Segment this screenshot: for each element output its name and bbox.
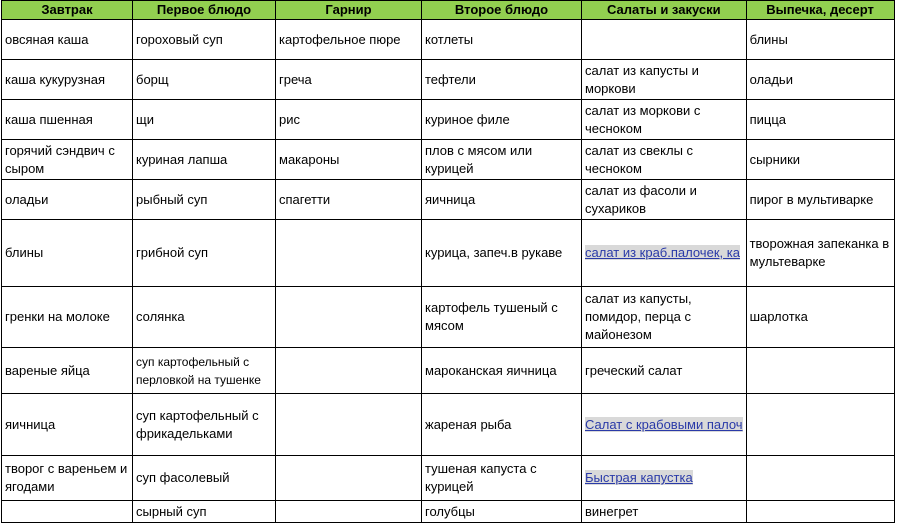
table-cell[interactable]: каша кукурузная xyxy=(2,60,133,100)
table-cell[interactable]: гороховый суп xyxy=(133,20,276,60)
table-cell[interactable]: суп картофельный с фрикадельками xyxy=(133,394,276,456)
table-cell[interactable]: оладьи xyxy=(746,60,894,100)
table-cell[interactable] xyxy=(746,394,894,456)
table-cell[interactable]: вареные яйца xyxy=(2,348,133,394)
table-cell[interactable]: салат из свеклы с чесноком xyxy=(582,140,747,180)
table-cell[interactable]: щи xyxy=(133,100,276,140)
table-cell[interactable]: макароны xyxy=(276,140,422,180)
header-salads-snacks[interactable]: Салаты и закуски xyxy=(582,1,747,20)
menu-spreadsheet xyxy=(1,0,895,523)
table-cell[interactable] xyxy=(746,456,894,501)
table-cell[interactable]: горячий сэндвич с сыром xyxy=(2,140,133,180)
table-cell[interactable]: суп фасолевый xyxy=(133,456,276,501)
table-cell[interactable]: тушеная капуста с курицей xyxy=(422,456,582,501)
table-cell[interactable] xyxy=(276,501,422,523)
table-cell[interactable]: рис xyxy=(276,100,422,140)
table-cell[interactable]: салат из фасоли и сухариков xyxy=(582,180,747,220)
table-cell[interactable]: винегрет xyxy=(582,501,747,523)
table-row xyxy=(2,20,895,60)
header-pastry-dessert[interactable]: Выпечка, десерт xyxy=(746,1,894,20)
table-cell[interactable] xyxy=(746,501,894,523)
table-cell[interactable]: шарлотка xyxy=(746,287,894,348)
table-row xyxy=(2,140,895,180)
table-cell[interactable] xyxy=(276,456,422,501)
salad-crab-sticks-link[interactable]: салат из краб.палочек, ка xyxy=(585,245,740,260)
table-cell[interactable] xyxy=(582,20,747,60)
table-cell[interactable]: солянка xyxy=(133,287,276,348)
header-second-course[interactable]: Второе блюдо xyxy=(422,1,582,20)
table-cell[interactable]: суп картофельный с перловкой на тушенке xyxy=(133,348,276,394)
header-breakfast[interactable]: Завтрак xyxy=(2,1,133,20)
table-cell[interactable]: пицца xyxy=(746,100,894,140)
table-cell[interactable]: гренки на молоке xyxy=(2,287,133,348)
table-cell[interactable]: сырный суп xyxy=(133,501,276,523)
table-row xyxy=(2,220,895,287)
table-cell[interactable] xyxy=(582,394,747,456)
header-first-course[interactable]: Первое блюдо xyxy=(133,1,276,20)
table-row xyxy=(2,456,895,501)
header-row xyxy=(2,1,895,20)
table-cell[interactable]: оладьи xyxy=(2,180,133,220)
table-cell[interactable]: блины xyxy=(2,220,133,287)
table-cell[interactable]: сырники xyxy=(746,140,894,180)
table-row xyxy=(2,394,895,456)
table-cell[interactable]: борщ xyxy=(133,60,276,100)
table-row xyxy=(2,60,895,100)
table-row xyxy=(2,100,895,140)
table-row xyxy=(2,180,895,220)
table-cell[interactable] xyxy=(582,220,747,287)
table-cell[interactable]: жареная рыба xyxy=(422,394,582,456)
table-cell[interactable]: блины xyxy=(746,20,894,60)
table-cell[interactable]: греческий салат xyxy=(582,348,747,394)
table-cell[interactable] xyxy=(276,287,422,348)
table-cell[interactable]: яичница xyxy=(422,180,582,220)
quick-cabbage-link[interactable]: Быстрая капустка xyxy=(585,470,693,485)
table-cell[interactable]: овсяная каша xyxy=(2,20,133,60)
table-cell[interactable]: куриная лапша xyxy=(133,140,276,180)
table-cell[interactable] xyxy=(276,394,422,456)
table-cell[interactable]: салат из капусты, помидор, перца с майонезом xyxy=(582,287,747,348)
table-cell[interactable]: салат из капусты и моркови xyxy=(582,60,747,100)
table-cell[interactable] xyxy=(2,501,133,523)
table-cell[interactable]: куриное филе xyxy=(422,100,582,140)
table-cell[interactable]: греча xyxy=(276,60,422,100)
table-cell[interactable]: рыбный суп xyxy=(133,180,276,220)
table-cell[interactable]: каша пшенная xyxy=(2,100,133,140)
table-cell[interactable] xyxy=(582,456,747,501)
table-cell[interactable]: спагетти xyxy=(276,180,422,220)
table-cell[interactable]: картофель тушеный с мясом xyxy=(422,287,582,348)
table-cell[interactable]: плов с мясом или курицей xyxy=(422,140,582,180)
table-cell[interactable]: творог с вареньем и ягодами xyxy=(2,456,133,501)
table-cell[interactable]: голубцы xyxy=(422,501,582,523)
table-cell[interactable]: пирог в мультиварке xyxy=(746,180,894,220)
header-side-dish[interactable]: Гарнир xyxy=(276,1,422,20)
table-row xyxy=(2,501,895,523)
salad-crab-sticks-link-2[interactable]: Салат с крабовыми палоч xyxy=(585,416,743,432)
table-cell[interactable]: курица, запеч.в рукаве xyxy=(422,220,582,287)
table-cell[interactable]: яичница xyxy=(2,394,133,456)
table-cell[interactable]: творожная запеканка в мультеварке xyxy=(746,220,894,287)
table-cell[interactable]: салат из моркови с чесноком xyxy=(582,100,747,140)
table-cell[interactable] xyxy=(276,348,422,394)
table-row xyxy=(2,287,895,348)
table-cell[interactable]: мароканская яичница xyxy=(422,348,582,394)
table-cell[interactable] xyxy=(276,220,422,287)
table-row xyxy=(2,348,895,394)
table-cell[interactable]: котлеты xyxy=(422,20,582,60)
table-cell[interactable]: картофельное пюре xyxy=(276,20,422,60)
table-cell[interactable] xyxy=(746,348,894,394)
table-cell[interactable]: тефтели xyxy=(422,60,582,100)
table-cell[interactable]: грибной суп xyxy=(133,220,276,287)
